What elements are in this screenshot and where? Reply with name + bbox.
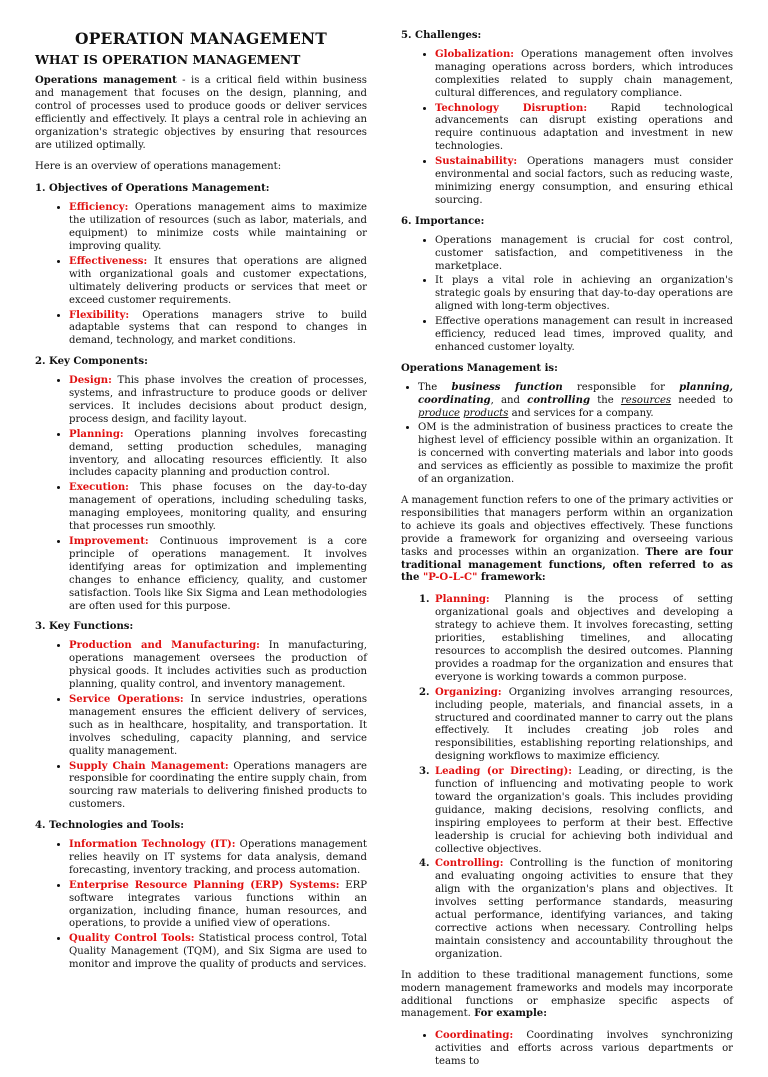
list-item: • Technology Disruption: Rapid technological advancements can disrupt existing operations and require continuous adaptation and investment in new technologies. (435, 103, 733, 155)
list-item: • Production and Manufacturing: In manufacturing, operations management oversees the production of physical goods. It includes activities such as production planning, quality control, and inventory management. (69, 640, 367, 692)
technologies-list (35, 839, 367, 972)
intro-term: Operations management (35, 75, 177, 86)
list-item: • It plays a vital role in achieving an organization's strategic goals by ensuring that day-to-day operations are aligned with long-term objectives. (435, 275, 733, 314)
list-item: 3. Leading (or Directing): Leading, or directing, is the function of influencing and motivating people to work toward the organization's goals. This includes providing guidance, making decisions, resolving conflicts, and inspiring employees to perform at their best. Effective leadership is crucial for achieving both individual and collective objectives. (433, 766, 733, 856)
overview-line: Here is an overview of operations management: (35, 161, 282, 173)
section-heading-challenges: 5. Challenges: (401, 30, 482, 41)
list-item: • Execution: This phase focuses on the day-to-day management of operations, including scheduling tasks, managing employees, monitoring quality, and ensuring that processes run smoothly. (69, 482, 367, 534)
page-subtitle: WHAT IS OPERATION MANAGEMENT (35, 52, 301, 67)
intro-text: - is a critical field within business and management that focuses on the design, planning, and control of processes used to produce goods or deliver services efficiently and effectively. It plays a central role in achieving an organization's strategic objectives by ensuring that resources are utilized optimally. (35, 75, 367, 151)
list-item: • Flexibility: Operations managers strive to build adaptable systems that can respond to changes in demand, technology, and market conditions. (69, 310, 367, 349)
list-item: • Efficiency: Operations management aims to maximize the utilization of resources (such as labor, materials, and equipment) to minimize costs while maintaining or improving quality. (69, 202, 367, 254)
section-heading-functions: 3. Key Functions: (35, 621, 134, 633)
list-item: • Improvement: Continuous improvement is a core principle of operations management. It involves identifying areas for optimization and implementing changes to enhance efficiency, quality, and customer satisfaction. Tools like Six Sigma and Lean methodologies are often used for this purpose. (69, 536, 367, 613)
importance-list (401, 235, 733, 355)
list-item: • Planning: Operations planning involves forecasting demand, setting production schedules, managing inventory, and allocating resources efficiently. It also includes capacity planning and production control. (69, 429, 367, 481)
list-item: 4. Controlling: Controlling is the function of monitoring and evaluating ongoing activities to ensure that they align with the organization's plans and objectives. It involves setting performance standards, measuring actual performance, identifying variances, and taking corrective actions when necessary. Controlling helps maintain consistency and accountability throughout the organization. (433, 858, 733, 961)
list-item: • Sustainability: Operations managers must consider environmental and social factors, such as reducing waste, minimizing energy consumption, and ensuring ethical sourcing. (435, 156, 733, 208)
om-is-heading: Operations Management is: (401, 362, 558, 374)
right-column (401, 30, 733, 1077)
list-item: • Supply Chain Management: Operations managers are responsible for coordinating the entire supply chain, from sourcing raw materials to delivering finished products to customers. (69, 761, 367, 813)
list-item: • Enterprise Resource Planning (ERP) Systems: ERP software integrates various functions within an organization, including finance, human resources, and operations, to provide a unified view of operations. (69, 880, 367, 932)
addition-paragraph: In addition to these traditional management functions, some modern management frameworks and models may incorporate additional functions or emphasize specific aspects of management. For example: (401, 969, 733, 1020)
extra-list (401, 1030, 733, 1069)
objectives-list (35, 202, 367, 348)
list-item: • Effective operations management can result in increased efficiency, reduced lead times, improved quality, and enhanced customer loyalty. (435, 316, 733, 355)
list-item: • Globalization: Operations management often involves managing operations across borders, which introduces complexities related to supply chain management, cultural differences, and regulatory compliance. (435, 49, 733, 101)
list-item: 2. Organizing: Organizing involves arranging resources, including people, materials, and financial assets, in a structured and coordinated manner to carry out the plans effectively. It includes creating job roles and responsibilities, establishing reporting relationships, and designing workflows to maximize efficiency. (433, 687, 733, 764)
left-column (35, 0, 367, 980)
list-item: • Coordinating: Coordinating involves synchronizing activities and efforts across various departments or teams to (435, 1030, 733, 1069)
list-item: • Information Technology (IT): Operations management relies heavily on IT systems for data analysis, demand forecasting, inventory tracking, and process automation. (69, 839, 367, 878)
polc-list (401, 594, 733, 961)
components-list (35, 375, 367, 613)
list-item: 1. Planning: Planning is the process of setting organizational goals and objectives and developing a strategy to achieve them. It involves forecasting, setting priorities, establishing timelines, and allocating resources to accomplish the desired outcomes. Planning provides a roadmap for the organization and ensures that everyone is working towards a common purpose. (433, 594, 733, 684)
list-item: • Service Operations: In service industries, operations management ensures the efficient delivery of services, such as in healthcare, hospitality, and transportation. It involves scheduling, capacity planning, and service quality management. (69, 694, 367, 759)
list-item: • Design: This phase involves the creation of processes, systems, and infrastructure to produce goods or deliver services. It includes decisions about product design, process design, and facility layout. (69, 375, 367, 427)
section-heading-importance: 6. Importance: (401, 215, 485, 227)
om-is-list (401, 382, 733, 487)
intro-paragraph (35, 75, 367, 152)
management-function-paragraph: A management function refers to one of the primary activities or responsibilities that managers perform within an organization to achieve its goals and objectives effectively. These functions provide a framework for organizing and overseeing various tasks and processes within an organization. There are four traditional management functions, often referred to as the "P-O-L-C" framework: (401, 495, 733, 584)
section-heading-technologies: 4. Technologies and Tools: (35, 820, 184, 832)
list-item: • The business function responsible for planning, coordinating, and controlling the resources needed to produce products and services for a company. (418, 382, 733, 421)
list-item: • Operations management is crucial for cost control, customer satisfaction, and competitiveness in the marketplace. (435, 235, 733, 274)
list-item: • Effectiveness: It ensures that operations are aligned with organizational goals and customer expectations, ultimately delivering products or services that meet or exceed customer requirements. (69, 256, 367, 308)
list-item: • OM is the administration of business practices to create the highest level of efficiency possible within an organization. It is concerned with converting materials and labor into goods and services as efficiently as possible to maximize the profit of an organization. (418, 422, 733, 487)
challenges-list (401, 49, 733, 208)
section-heading-components: 2. Key Components: (35, 356, 148, 368)
functions-list (35, 640, 367, 812)
list-item: • Quality Control Tools: Statistical process control, Total Quality Management (TQM), and Six Sigma are used to monitor and improve the quality of products and services. (69, 933, 367, 972)
section-heading-objectives: 1. Objectives of Operations Management: (35, 183, 270, 195)
page-title: OPERATION MANAGEMENT (75, 29, 327, 48)
